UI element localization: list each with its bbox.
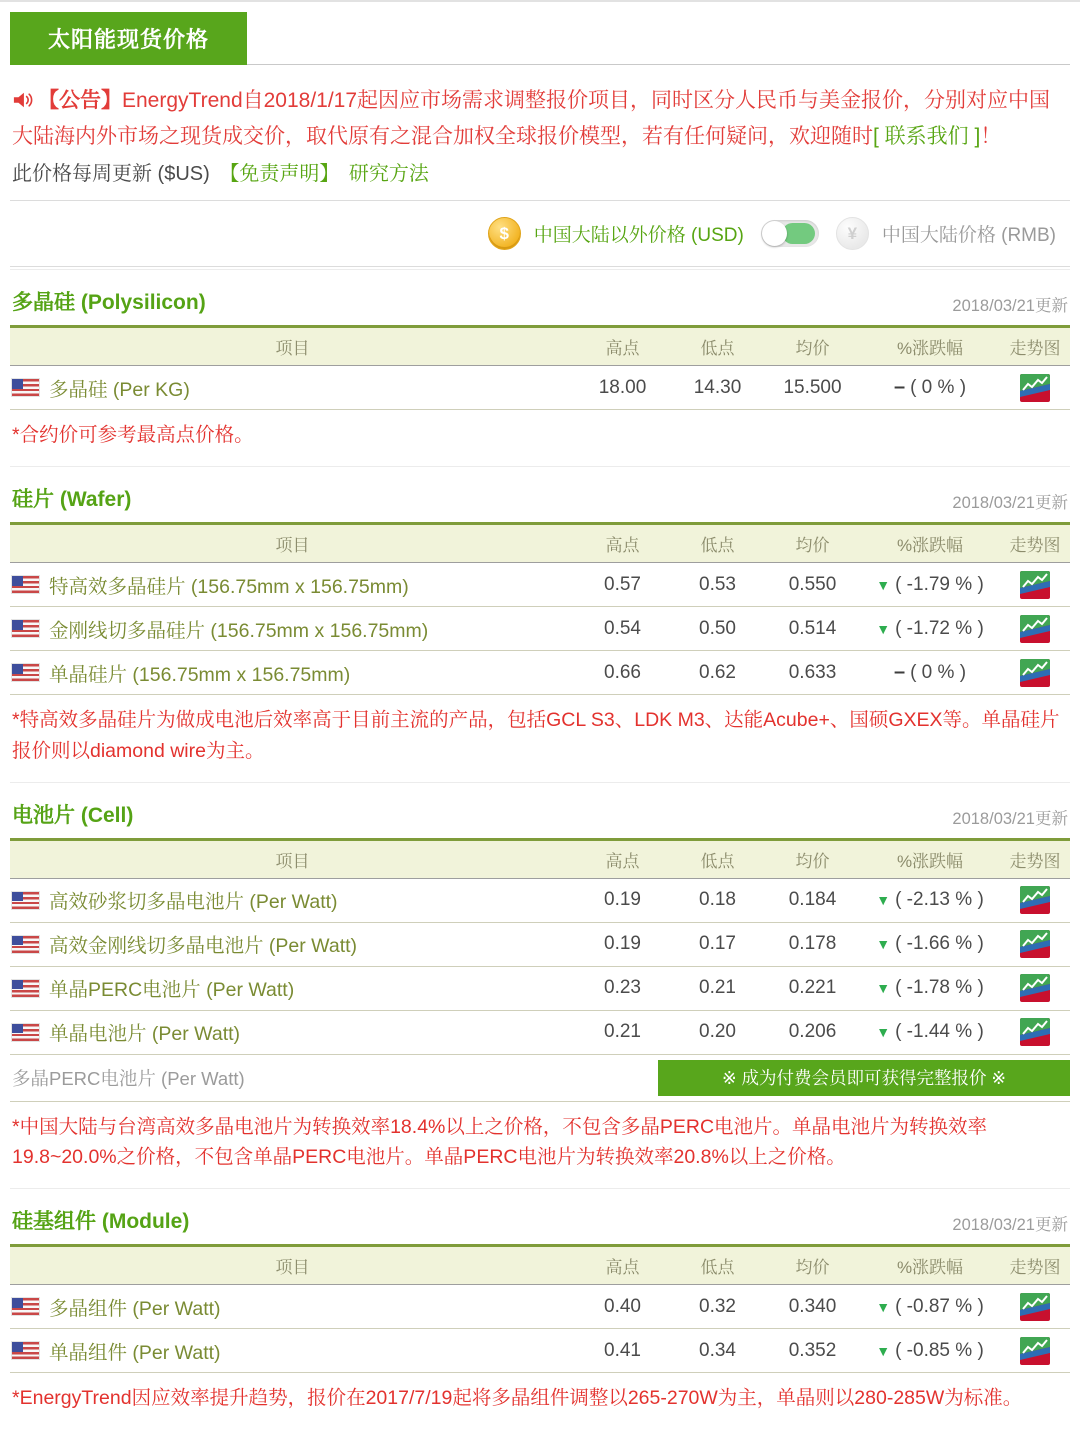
section-update-date: 2018/03/21更新 [952, 297, 1068, 316]
change-value: ( -1.66 % ) [895, 933, 984, 955]
section-polysilicon [10, 269, 1070, 450]
update-info [12, 157, 1068, 186]
high-value: 0.57 [604, 573, 641, 595]
change-value: ( -1.44 % ) [895, 1021, 984, 1043]
change-value: ( -0.85 % ) [895, 1339, 984, 1361]
col-chart: 走势图 [1009, 1258, 1061, 1278]
table-row [10, 1285, 1070, 1329]
us-flag-icon [12, 980, 39, 997]
col-low: 低点 [700, 536, 735, 556]
section-title: 硅基组件 (Module) [12, 1210, 190, 1234]
toggle-knob [762, 221, 787, 246]
change-value: ( -0.87 % ) [895, 1295, 984, 1317]
us-flag-icon [12, 936, 39, 953]
col-chart: 走势图 [1009, 536, 1061, 556]
down-arrow-icon [876, 1296, 890, 1318]
trend-chart-icon[interactable] [1020, 659, 1050, 687]
table-row [10, 923, 1070, 967]
announcement-text: EnergyTrend自2018/1/17起因应市场需求调整报价项目，同时区分人民币与美金报价，分别对应中国大陆海内外市场之现货成交价，取代原有之混合加权全球报价模型，若有任何疑问，欢迎随时 [12, 89, 1051, 148]
down-arrow-icon [876, 977, 890, 999]
section-note: *中国大陆与台湾高效多晶电池片为转换效率18.4%以上之价格，不包含多晶PERC电池片。单晶电池片为转换效率19.8~20.0%之价格，不包含单晶PERC电池片。单晶PERC电池片为转换效率20.8%以上之价格。 [12, 1115, 988, 1168]
avg-value: 15.500 [783, 376, 842, 398]
table-row [10, 879, 1070, 923]
table-row [10, 607, 1070, 651]
change-value: ( -1.72 % ) [895, 617, 984, 639]
table-row [10, 1011, 1070, 1055]
col-avg: 均价 [795, 536, 830, 556]
table-header [10, 522, 1070, 563]
us-flag-icon [12, 664, 39, 681]
avg-value: 0.633 [788, 661, 837, 683]
trend-chart-icon[interactable] [1020, 615, 1050, 643]
col-chart: 走势图 [1009, 851, 1061, 871]
us-flag-icon [12, 1298, 39, 1315]
trend-chart-icon[interactable] [1020, 374, 1050, 402]
locked-item-label: 多晶PERC电池片 (Per Watt) [12, 1067, 245, 1089]
low-value: 0.62 [699, 661, 736, 683]
item-label: 单晶组件 (Per Watt) [49, 1341, 221, 1364]
section-update-date: 2018/03/21更新 [952, 494, 1068, 513]
low-value: 0.50 [699, 617, 736, 639]
us-flag-icon [12, 1342, 39, 1359]
section-title: 多晶硅 (Polysilicon) [12, 291, 206, 315]
item-label: 多晶组件 (Per Watt) [49, 1297, 221, 1320]
col-change: %涨跌幅 [896, 536, 964, 556]
down-arrow-icon [876, 933, 890, 955]
col-item: 项目 [275, 1258, 310, 1278]
title-bar [10, 12, 1070, 65]
section-note: *EnergyTrend因应效率提升趋势，报价在2017/7/19起将多晶组件调整以265-270W为主，单晶则以280-285W为标准。 [12, 1387, 1023, 1410]
item-label: 高效金刚线切多晶电池片 (Per Watt) [49, 935, 358, 958]
usd-coin-icon [488, 217, 521, 250]
bottom-spacer [10, 1429, 1070, 1443]
table-row [10, 967, 1070, 1011]
col-item: 项目 [275, 851, 310, 871]
speaker-icon [12, 88, 34, 121]
high-value: 0.19 [604, 933, 641, 955]
col-item: 项目 [275, 536, 310, 556]
trend-chart-icon[interactable] [1020, 1018, 1050, 1046]
table-row-locked [10, 1055, 1070, 1102]
table-header [10, 325, 1070, 366]
high-value: 0.23 [604, 977, 641, 999]
section-note: *合约价可参考最高点价格。 [12, 424, 254, 447]
announcement [12, 85, 1068, 153]
high-value: 0.40 [604, 1295, 641, 1317]
item-label: 多晶硅 (Per KG) [49, 378, 190, 401]
col-high: 高点 [605, 339, 640, 359]
col-chart: 走势图 [1009, 339, 1061, 359]
avg-value: 0.184 [788, 889, 837, 911]
trend-chart-icon[interactable] [1020, 1293, 1050, 1321]
flat-dash-icon [894, 376, 905, 399]
disclaimer-link[interactable]: 【免责声明】 [219, 163, 340, 186]
low-value: 0.21 [699, 977, 736, 999]
high-value: 0.54 [604, 617, 641, 639]
section-title: 电池片 (Cell) [12, 803, 134, 827]
down-arrow-icon [876, 574, 890, 596]
trend-chart-icon[interactable] [1020, 1337, 1050, 1365]
currency-toggle-row [10, 201, 1070, 266]
low-value: 0.34 [699, 1339, 736, 1361]
us-flag-icon [12, 1024, 39, 1041]
high-value: 0.66 [604, 661, 641, 683]
high-value: 18.00 [598, 376, 647, 398]
col-change: %涨跌幅 [896, 339, 964, 359]
col-high: 高点 [605, 1258, 640, 1278]
col-low: 低点 [700, 851, 735, 871]
trend-chart-icon[interactable] [1020, 974, 1050, 1002]
col-avg: 均价 [795, 1258, 830, 1278]
usd-symbol: $ [499, 223, 510, 243]
high-value: 0.41 [604, 1339, 641, 1361]
col-low: 低点 [700, 339, 735, 359]
high-value: 0.21 [604, 1021, 641, 1043]
trend-chart-icon[interactable] [1020, 886, 1050, 914]
col-high: 高点 [605, 536, 640, 556]
item-label: 高效砂浆切多晶电池片 (Per Watt) [49, 891, 338, 914]
method-link[interactable]: 研究方法 [348, 163, 429, 186]
avg-value: 0.514 [788, 617, 837, 639]
low-value: 0.17 [699, 933, 736, 955]
contact-us-link[interactable]: [ 联系我们 ] [873, 124, 981, 148]
currency-toggle[interactable] [761, 220, 819, 247]
page-title: 太阳能现货价格 [10, 12, 247, 65]
membership-banner[interactable]: ※ 成为付费会员即可获得完整报价 ※ [658, 1060, 1070, 1096]
change-value: ( 0 % ) [910, 377, 967, 399]
section-wafer [10, 466, 1070, 765]
col-change: %涨跌幅 [896, 1258, 964, 1278]
low-value: 0.20 [699, 1021, 736, 1043]
item-label: 单晶PERC电池片 (Per Watt) [49, 979, 295, 1002]
section-update-date: 2018/03/21更新 [952, 809, 1068, 828]
low-value: 0.18 [699, 889, 736, 911]
change-value: ( -1.79 % ) [895, 573, 984, 595]
us-flag-icon [12, 379, 39, 396]
down-arrow-icon [876, 1021, 890, 1043]
table-row [10, 651, 1070, 695]
table-header [10, 1244, 1070, 1285]
item-label: 单晶硅片 (156.75mm x 156.75mm) [49, 663, 351, 686]
section-note: *特高效多晶硅片为做成电池后效率高于目前主流的产品，包括GCL S3、LDK M3、达能Acube+、国硕GXEX等。单晶硅片报价则以diamond wire为主。 [12, 709, 1060, 762]
avg-value: 0.352 [788, 1339, 837, 1361]
announcement-suffix: ！ [980, 124, 1002, 148]
col-avg: 均价 [795, 851, 830, 871]
divider [10, 266, 1070, 267]
trend-chart-icon[interactable] [1020, 930, 1050, 958]
section-module [10, 1188, 1070, 1413]
section-cell [10, 782, 1070, 1172]
low-value: 0.53 [699, 573, 736, 595]
change-value: ( 0 % ) [910, 662, 967, 684]
low-value: 0.32 [699, 1295, 736, 1317]
avg-value: 0.221 [788, 977, 837, 999]
item-label: 特高效多晶硅片 (156.75mm x 156.75mm) [49, 575, 409, 598]
rmb-symbol: ¥ [847, 223, 858, 243]
down-arrow-icon [876, 618, 890, 640]
us-flag-icon [12, 892, 39, 909]
low-value: 14.30 [693, 376, 742, 398]
down-arrow-icon [876, 889, 890, 911]
high-value: 0.19 [604, 889, 641, 911]
avg-value: 0.178 [788, 933, 837, 955]
announcement-label: 【公告】 [38, 89, 122, 112]
section-title: 硅片 (Wafer) [12, 488, 132, 512]
usd-price-label: 中国大陆以外价格 (USD) [533, 225, 744, 247]
change-value: ( -1.78 % ) [895, 977, 984, 999]
down-arrow-icon [876, 1340, 890, 1362]
update-frequency-text: 此价格每周更新 ($US) [12, 163, 210, 186]
item-label: 金刚线切多晶硅片 (156.75mm x 156.75mm) [49, 619, 429, 642]
col-low: 低点 [700, 1258, 735, 1278]
col-high: 高点 [605, 851, 640, 871]
table-header [10, 838, 1070, 879]
us-flag-icon [12, 576, 39, 593]
flat-dash-icon [894, 661, 905, 684]
section-update-date: 2018/03/21更新 [952, 1216, 1068, 1235]
table-row [10, 563, 1070, 607]
col-avg: 均价 [795, 339, 830, 359]
col-change: %涨跌幅 [896, 851, 964, 871]
avg-value: 0.550 [788, 573, 837, 595]
us-flag-icon [12, 620, 39, 637]
avg-value: 0.340 [788, 1295, 837, 1317]
rmb-price-label: 中国大陆价格 (RMB) [881, 225, 1056, 247]
rmb-coin-icon [836, 217, 869, 250]
item-label: 单晶电池片 (Per Watt) [49, 1023, 241, 1046]
avg-value: 0.206 [788, 1021, 837, 1043]
change-value: ( -2.13 % ) [895, 889, 984, 911]
table-row [10, 1329, 1070, 1373]
col-item: 项目 [275, 339, 310, 359]
trend-chart-icon[interactable] [1020, 571, 1050, 599]
table-row [10, 366, 1070, 410]
